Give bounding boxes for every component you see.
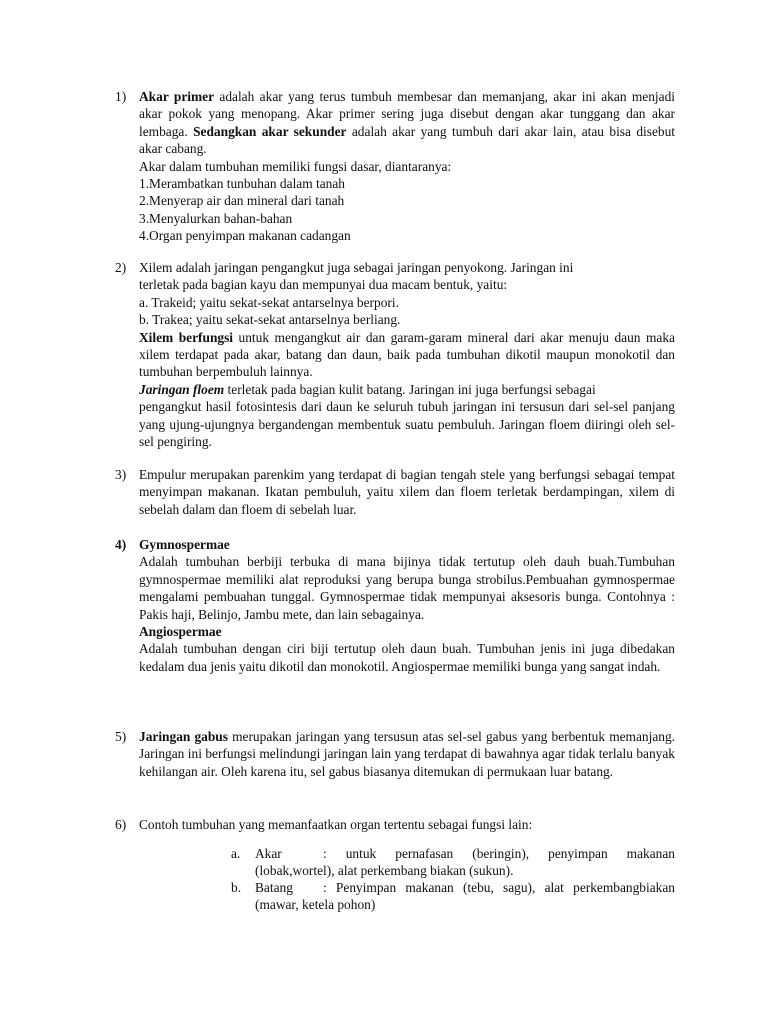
item-number: 4) bbox=[115, 537, 127, 552]
text-line: 2.Menyerap air dan mineral dari tanah bbox=[139, 193, 345, 209]
paragraph-xilem bbox=[139, 329, 675, 381]
heading-gymnospermae bbox=[139, 536, 675, 553]
list-item-4 bbox=[115, 536, 675, 675]
sub-item-text bbox=[255, 879, 675, 914]
text-line: terletak pada bagian kayu dan mempunyai dua macam bentuk, yaitu: bbox=[139, 277, 508, 293]
item-number: 1) bbox=[115, 89, 127, 104]
heading-text: Angiospermae bbox=[139, 624, 222, 640]
term-akar-sekunder: Sedangkan akar sekunder bbox=[193, 123, 347, 139]
list-item-6 bbox=[115, 816, 675, 833]
paragraph-text: terletak pada bagian kulit batang. Jaringan ini juga berfungsi sebagai bbox=[224, 381, 596, 397]
item-number: 6) bbox=[115, 817, 127, 832]
term-akar-primer: Akar primer bbox=[139, 89, 215, 104]
sub-item-letter: a. bbox=[231, 846, 241, 861]
heading-text: Gymnospermae bbox=[139, 537, 230, 552]
list-item-1 bbox=[115, 88, 675, 245]
paragraph-text: untuk mengangkut air dan garam-garam mineral dari akar menuju daun maka xilem terdapat pada akar, batang dan daun, baik pada tumbuhan dikotil maupun monokotil dan tumbuhan berpembuluh lainnya. bbox=[139, 329, 675, 380]
text-line: Contoh tumbuhan yang memanfaatkan organ tertentu sebagai fungsi lain: bbox=[139, 817, 533, 832]
term-jaringan-gabus: Jaringan gabus bbox=[139, 729, 228, 744]
text-line: a. Trakeid; yaitu sekat-sekat antarselnya berpori. bbox=[139, 294, 399, 310]
text-line: 3.Menyalurkan bahan-bahan bbox=[139, 210, 293, 226]
paragraph-floem: pengangkut hasil fotosintesis dari daun ke seluruh tubuh jaringan ini tersusun dari sel-sel panjang yang ujung-ujungnya bergandengan membentuk suatu pembuluh. Jaringan floem diiringi oleh sel-sel pengiring. bbox=[139, 399, 675, 450]
text-line: 1.Merambatkan tunbuhan dalam tanah bbox=[139, 176, 345, 192]
sub-item-letter: b. bbox=[231, 880, 242, 895]
text-line: Akar dalam tumbuhan memiliki fungsi dasar, diantaranya: bbox=[139, 158, 452, 174]
term-xilem: Xilem berfungsi bbox=[139, 329, 234, 345]
sub-item-text bbox=[255, 845, 675, 880]
term-floem: Jaringan floem bbox=[139, 381, 225, 397]
paragraph-text: adalah akar yang terus tumbuh membesar dan memanjang, akar ini akan menjadi akar pokok yang menopang. Akar primer sering juga disebut dengan akar tunggang dan akar lembaga. bbox=[139, 89, 675, 139]
paragraph-empulur: Empulur merupakan parenkim yang terdapat di bagian tengah stele yang berfungsi sebagai tempat menyimpan makanan. Ikatan pembuluh, yaitu xilem dan floem terletak berdampingan, xilem di sebelah dalam dan floem di sebelah luar. bbox=[139, 467, 675, 517]
text-line: Xilem adalah jaringan pengangkut juga sebagai jaringan penyokong. Jaringan ini bbox=[139, 260, 574, 275]
heading-angiospermae bbox=[139, 623, 675, 640]
list-item-3 bbox=[115, 466, 675, 518]
item-number: 3) bbox=[115, 467, 127, 482]
list-item-5 bbox=[115, 728, 675, 780]
item-number: 5) bbox=[115, 729, 127, 744]
sub-item-a bbox=[231, 845, 675, 880]
paragraph-angiospermae: Adalah tumbuhan dengan ciri biji tertutup oleh daun buah. Tumbuhan jenis ini juga dibedakan kedalam dua jenis yaitu dikotil dan monokotil. Angiospermae memiliki bunga yang sangat indah. bbox=[139, 641, 675, 674]
paragraph-text: adalah akar yang tumbuh dari akar lain, atau bisa disebut akar cabang. bbox=[139, 123, 675, 157]
paragraph-text: : untuk pernafasan (beringin), penyimpan makanan (lobak,wortel), alat perkembang biakan (sukun). bbox=[255, 846, 675, 879]
item-number: 2) bbox=[115, 260, 127, 275]
text-line: 4.Organ penyimpan makanan cadangan bbox=[139, 228, 351, 244]
paragraph-text: : Penyimpan makanan (tebu, sagu), alat perkembangbiakan (mawar, ketela pohon) bbox=[255, 880, 675, 913]
paragraph-text: merupakan jaringan yang tersusun atas sel-sel gabus yang berbentuk memanjang. Jaringan ini berfungsi melindungi jaringan lain yang terdapat di bawahnya agar tidak terlalu banyak kehilangan air. Oleh karena itu, sel gabus biasanya ditemukan di permukaan luar batang. bbox=[139, 729, 676, 779]
paragraph-akar-primer bbox=[139, 88, 675, 158]
sub-item-b bbox=[231, 879, 675, 914]
paragraph-jaringan-gabus bbox=[139, 728, 675, 780]
list-item-2 bbox=[115, 259, 675, 450]
sub-item-label: Akar bbox=[255, 846, 282, 861]
text-line bbox=[139, 381, 675, 398]
sub-item-label: Batang bbox=[255, 880, 293, 895]
paragraph-gymnospermae: Adalah tumbuhan berbiji terbuka di mana bijinya tidak tertutup oleh dauh buah.Tumbuhan gymnospermae memiliki alat reproduksi yang berupa bunga strobilus.Pembuahan gymnospermae mengalami pembuahan tunggal. Gymnospermae tidak mempunyai aksesoris bunga. Contohnya : Pakis haji, Belinjo, Jambu mete, dan lain sebagainya. bbox=[139, 554, 675, 622]
text-line: b. Trakea; yaitu sekat-sekat antarselnya berliang. bbox=[139, 312, 401, 328]
